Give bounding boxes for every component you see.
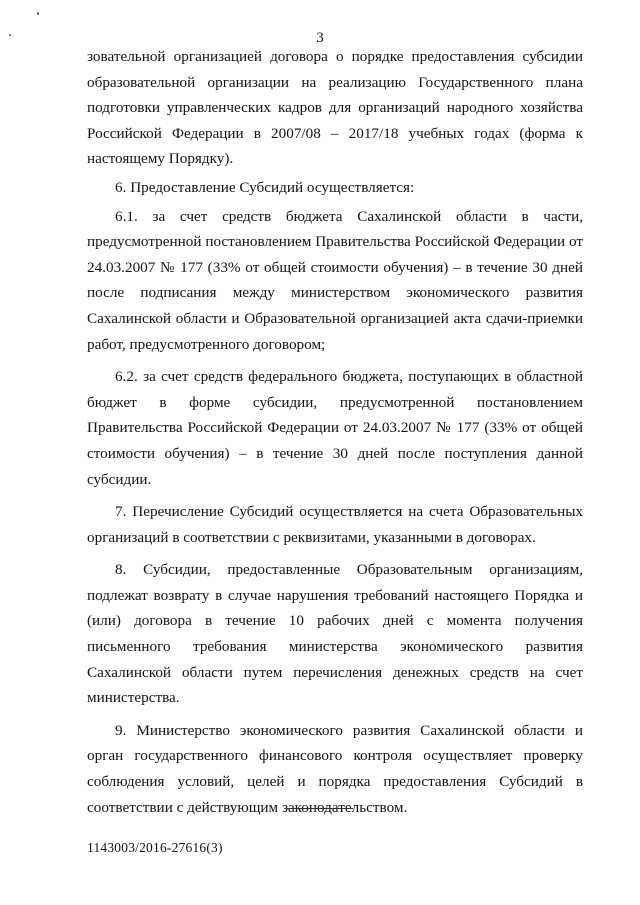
paragraph-7: 7. Перечисление Субсидий осуществляется на счета Образовательных организаций в соответствии с реквизитами, указанными в договорах.: [87, 503, 583, 546]
document-code: 1143003/2016-27616(3): [87, 840, 223, 855]
paragraph-continuation: зовательной организацией договора о порядке предоставления субсидии образовательной организации на реализацию Государственного плана подготовки управленческих кадров для организаций народного хозяйства Российской Федерации в 2007/08 – 2017/18 учебных годах (форма к настоящему Порядку).: [87, 48, 583, 168]
paragraph-8: 8. Субсидии, предоставленные Образовательным организациям, подлежат возврату в случае нарушения требований настоящего Порядка и (или) договора в течение 10 рабочих дней с момента получения письменного требования министерства экономического развития Сахалинской области путем перечисления денежных средств на счет министерства.: [87, 561, 583, 707]
paragraph-6-2: 6.2. за счет средств федерального бюджета, поступающих в областной бюджет в форме субсидии, предусмотренной постановлением Правительства Российской Федерации от 24.03.2007 № 177 (33% от общей стоимости обучения) – в течение 30 дней после поступления данной субсидии.: [87, 368, 583, 488]
page-number: 3: [316, 30, 324, 46]
scan-speck: [37, 12, 39, 15]
paragraph-6: 6. Предоставление Субсидий осуществляется:: [115, 178, 415, 196]
paragraph-6-1: 6.1. за счет средств бюджета Сахалинской области в части, предусмотренной постановлением Правительства Российской Федерации от 24.03.2007 № 177 (33% от общей стоимости обучения) – в течение 30 дней после подписания между министерством экономического развития Сахалинской области и Образовательной организацией акта сдачи-приемки работ, предусмотренного договором;: [87, 207, 583, 353]
document-body: [87, 44, 583, 820]
paragraph-9: 9. Министерство экономического развития Сахалинской области и орган государственного финансового контроля осуществляет проверку соблюдения условий, целей и порядка предоставления Субсидий в соответствии с действующим законодательством.: [87, 721, 583, 816]
end-separator-line: [287, 808, 353, 809]
